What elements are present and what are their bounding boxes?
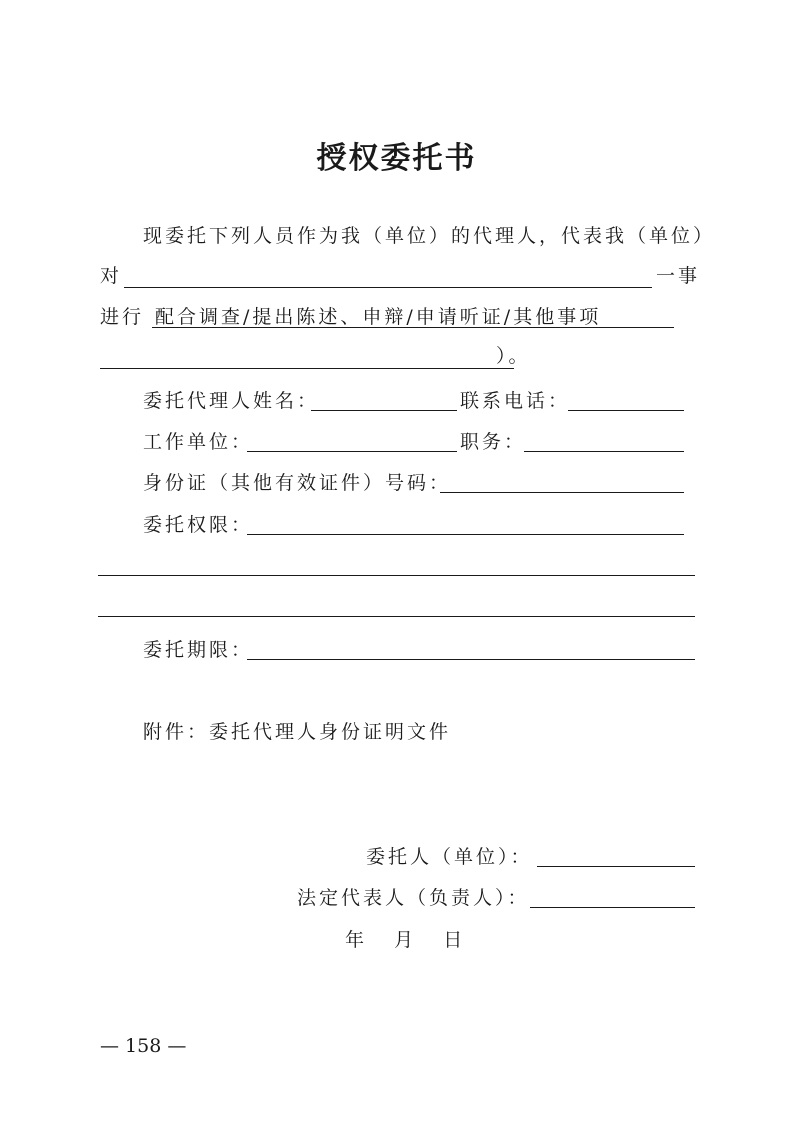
intro-close: ）。 [496,345,531,367]
position-blank[interactable] [524,451,684,452]
term-blank[interactable] [247,659,695,660]
legal-rep-signature-blank[interactable] [530,907,695,908]
phone-blank[interactable] [568,410,684,411]
authority-blank-2[interactable] [98,575,695,576]
matter-options-underline [152,327,674,328]
principal-label: 委托人（单位）： [366,846,533,868]
authority-blank-3[interactable] [98,616,695,617]
authority-label: 委托权限： [143,514,254,536]
position-label: 职务： [460,431,527,453]
phone-label: 联系电话： [460,390,571,412]
agent-name-label: 委托代理人姓名： [143,390,320,412]
signing-date: 年 月 日 [345,929,466,951]
intro-jinxing: 进行 [100,306,145,328]
principal-signature-blank[interactable] [537,866,695,867]
work-unit-blank[interactable] [247,451,457,452]
term-label: 委托期限： [143,639,254,661]
id-number-label: 身份证（其他有效证件）号码： [143,472,452,494]
work-unit-label: 工作单位： [143,431,254,453]
matter-options: 配合调查/提出陈述、申辩/申请听证/其他事项 [155,306,602,328]
intro-yishi: 一事 [656,265,701,287]
page-number: — 158 — [100,1035,187,1057]
intro-line-1: 现委托下列人员作为我（单位）的代理人，代表我（单位） [143,225,716,247]
id-number-blank[interactable] [440,492,684,493]
agent-name-blank[interactable] [311,410,457,411]
authority-blank-1[interactable] [247,534,684,535]
document-title: 授权委托书 [316,141,477,176]
matter-other-blank[interactable] [100,368,514,369]
legal-rep-label: 法定代表人（负责人）： [297,887,530,909]
matter-target-blank[interactable] [124,287,652,288]
intro-dui: 对 [100,265,123,287]
attachment-note: 附件：委托代理人身份证明文件 [143,721,452,743]
